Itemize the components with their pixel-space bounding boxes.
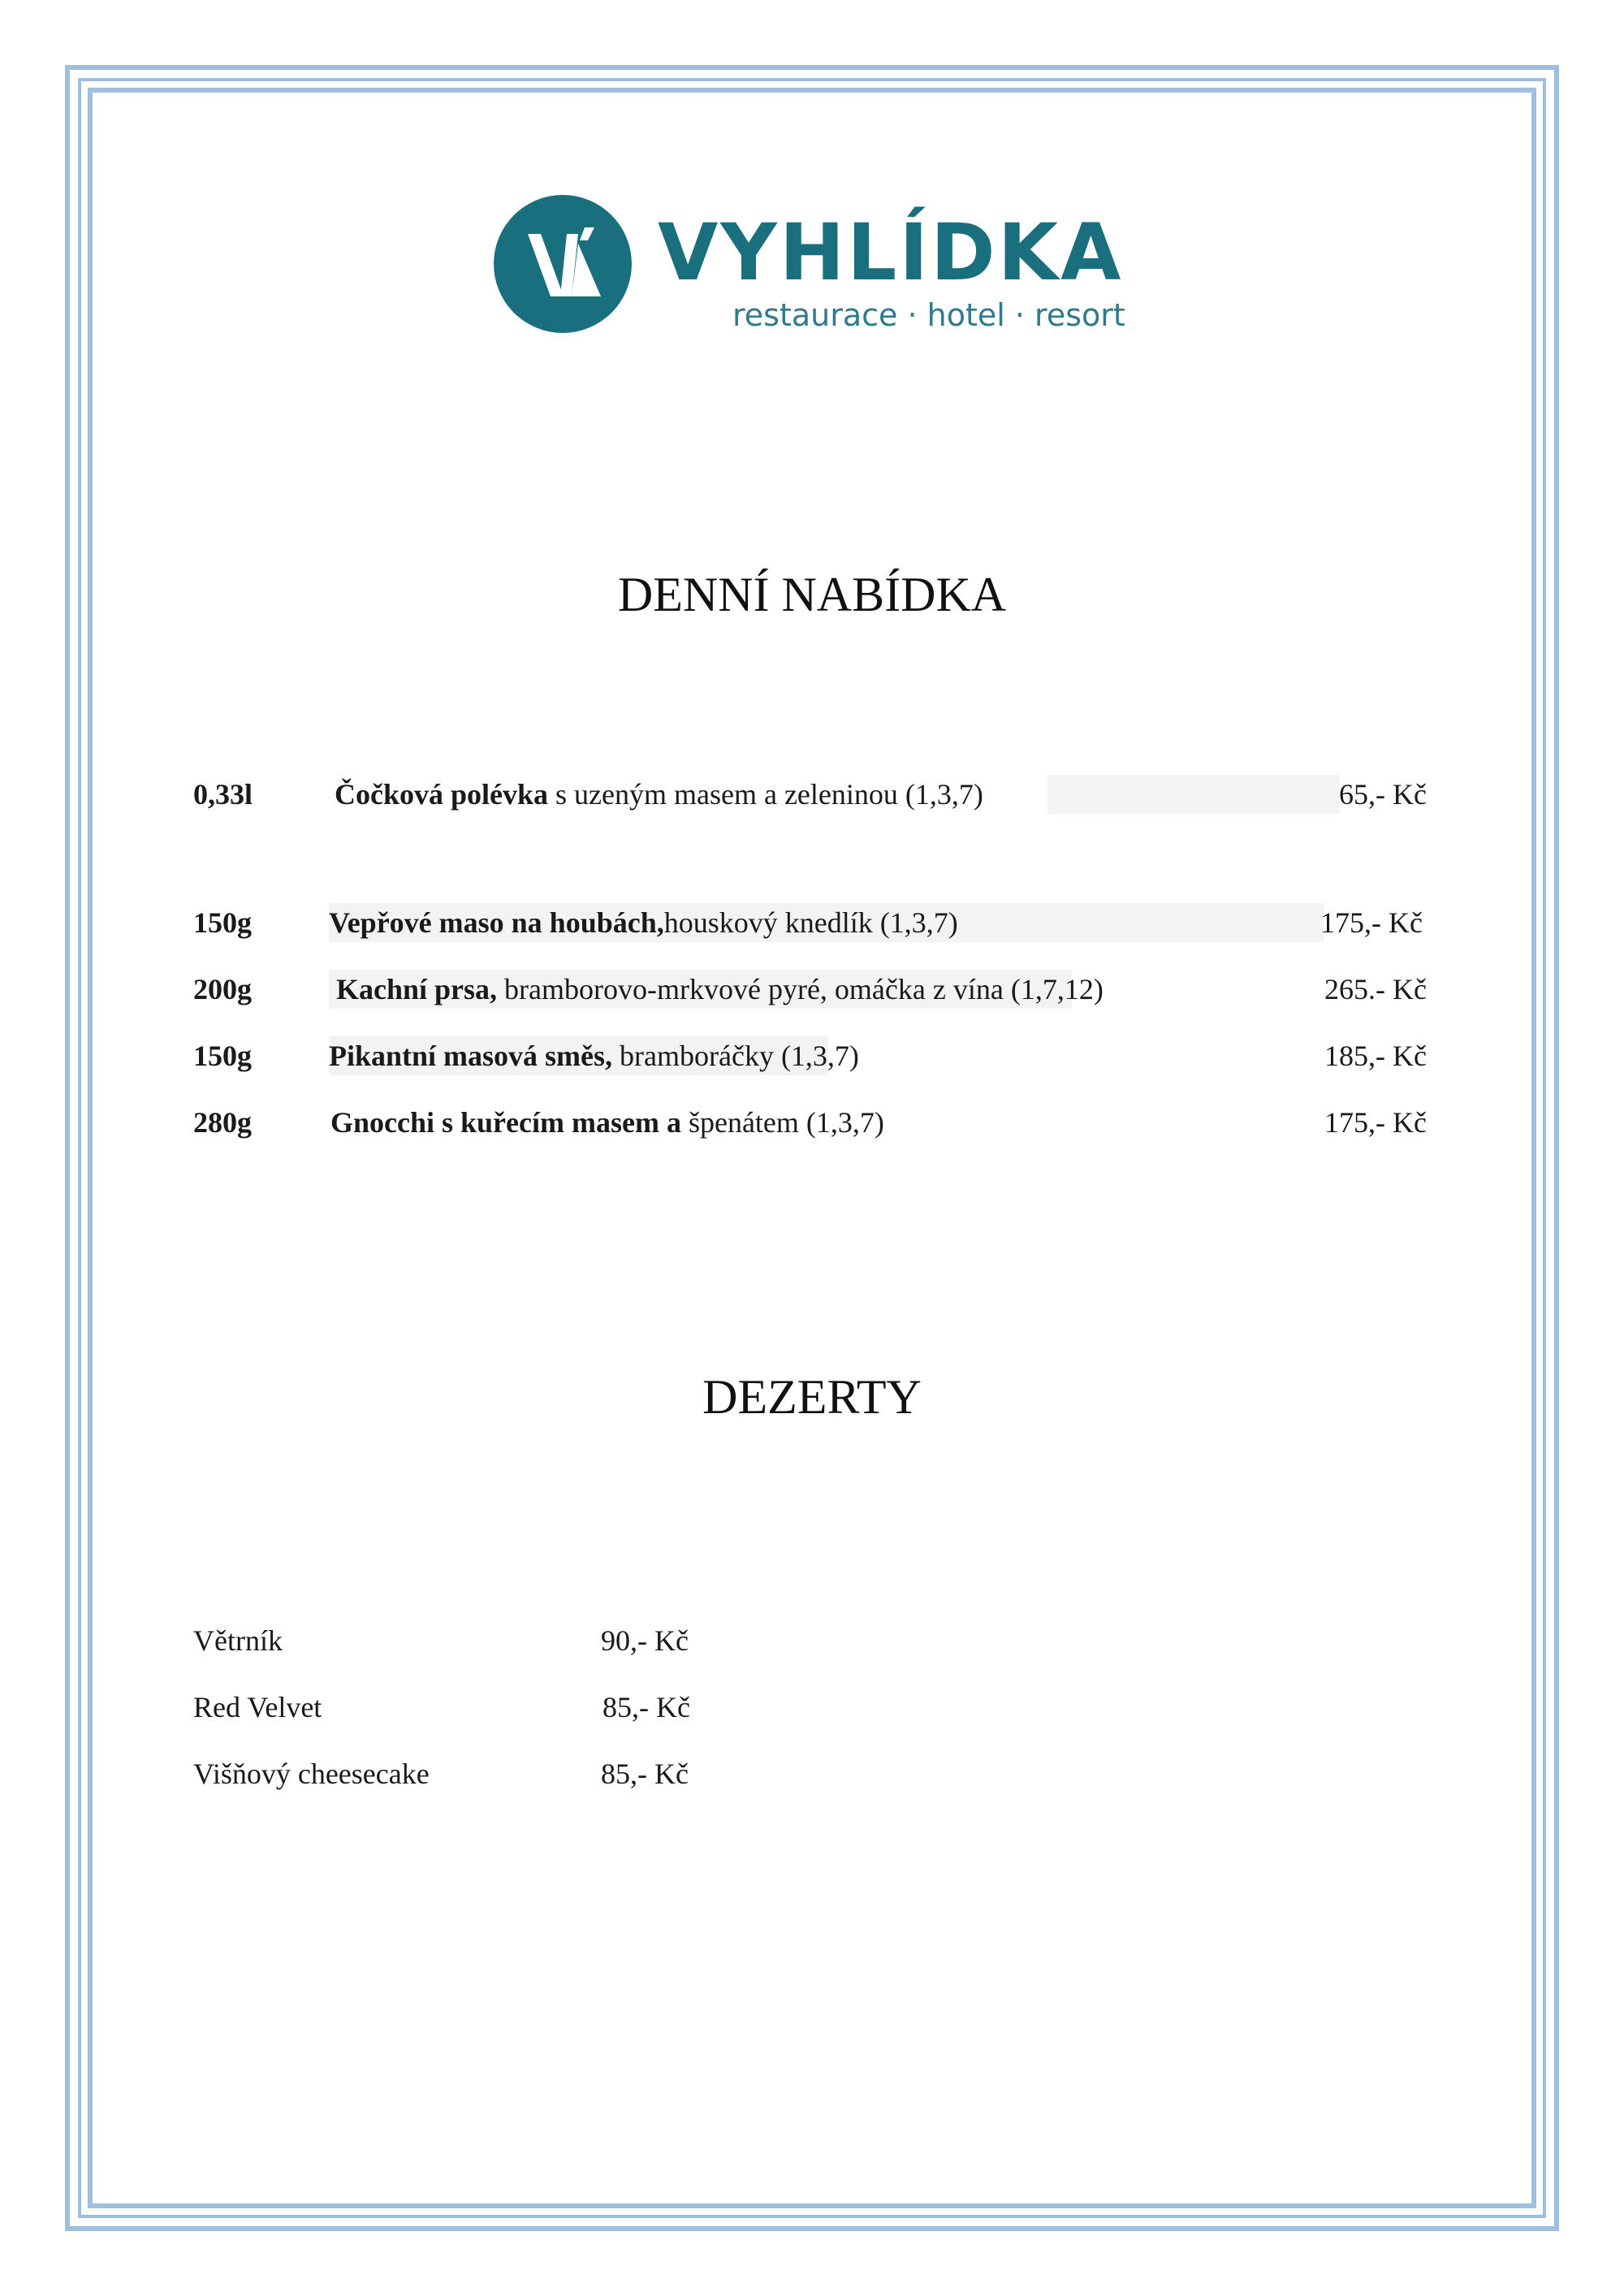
item-price: 185,- Kč (1324, 1040, 1427, 1072)
dessert-name: Větrník (193, 1624, 283, 1657)
item-price: 175,- Kč (1324, 1106, 1427, 1139)
item-quantity: 280g (193, 1106, 252, 1139)
brand-tagline: restaurace · hotel · resort (732, 297, 1125, 333)
dessert-name: Red Velvet (193, 1691, 322, 1723)
brand-logo (487, 191, 1145, 345)
item-name: Pikantní masová směs, (329, 1040, 613, 1072)
menu-item (0, 965, 1624, 1014)
menu-item (0, 898, 1624, 947)
dessert-item (0, 1616, 1624, 1665)
item-description (329, 1031, 859, 1080)
item-name: Kachní prsa, (336, 973, 498, 1005)
dessert-item (0, 1749, 1624, 1798)
item-detail: bramborovo-mrkvové pyré, omáčka z vína (1,7,12) (497, 973, 1104, 1005)
item-name: Vepřové maso na houbách, (329, 906, 664, 939)
item-description (329, 898, 958, 947)
item-price: 175,- Kč (1320, 906, 1423, 939)
inner-border (88, 88, 1536, 2208)
item-price: 265.- Kč (1324, 973, 1427, 1005)
desserts-title: DEZERTY (702, 1370, 922, 1424)
dessert-price: 85,- Kč (601, 1758, 689, 1790)
item-detail: houskový knedlík (1,3,7) (663, 906, 958, 939)
item-description (336, 965, 1104, 1014)
menu-item (0, 770, 1624, 819)
logo-emblem-icon (494, 195, 632, 333)
menu-item (0, 1098, 1624, 1147)
highlight-shade (1047, 775, 1340, 814)
item-description (330, 1098, 884, 1147)
item-detail: s uzeným masem a zeleninou (1,3,7) (548, 778, 983, 811)
dessert-price: 90,- Kč (601, 1624, 689, 1657)
item-description (335, 770, 983, 819)
item-quantity: 150g (193, 1040, 252, 1072)
brand-name: VYHLÍDKA (658, 207, 1124, 298)
dessert-name: Višňový cheesecake (193, 1758, 430, 1790)
item-quantity: 150g (193, 906, 252, 939)
dessert-price: 85,- Kč (603, 1691, 690, 1723)
dessert-item (0, 1683, 1624, 1732)
item-quantity: 200g (193, 973, 252, 1005)
daily-menu-title: DENNÍ NABÍDKA (617, 568, 1007, 621)
item-name: Čočková polévka (335, 778, 549, 811)
item-quantity: 0,33l (193, 778, 253, 811)
item-price: 65,- Kč (1339, 778, 1427, 811)
item-name: Gnocchi s kuřecím masem a (330, 1106, 681, 1139)
item-detail: špenátem (1,3,7) (680, 1106, 884, 1139)
item-detail: bramboráčky (1,3,7) (612, 1040, 859, 1072)
menu-item (0, 1031, 1624, 1080)
